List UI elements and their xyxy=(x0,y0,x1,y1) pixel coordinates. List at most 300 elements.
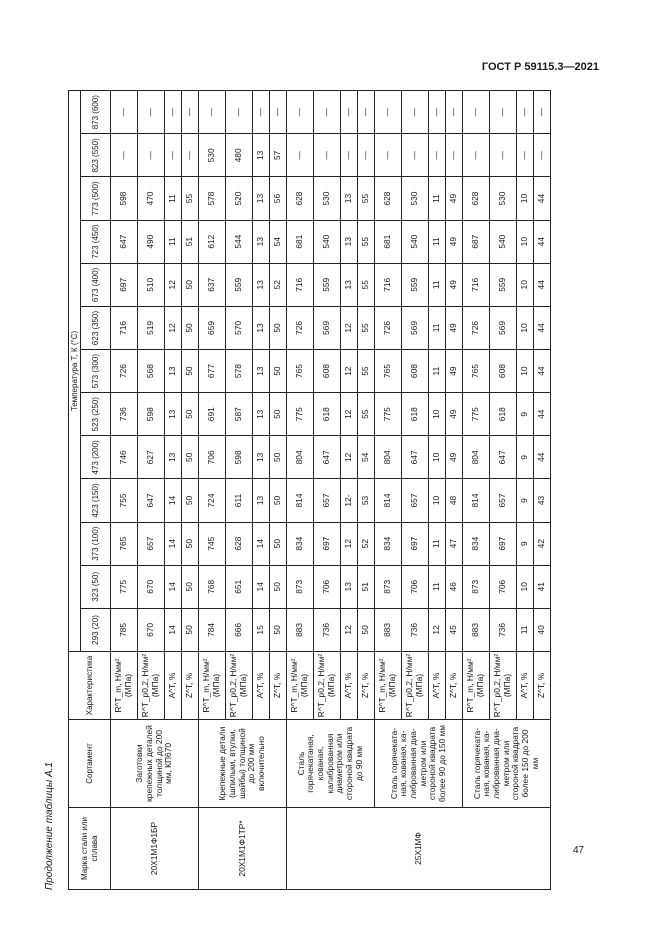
characteristic-cell: R^T_m, Н/мм² (МПа) xyxy=(287,652,314,720)
value-cell: — xyxy=(402,91,429,134)
value-cell: 706 xyxy=(199,436,226,479)
value-cell: 49 xyxy=(446,220,463,263)
value-cell: 559 xyxy=(490,263,517,306)
value-cell: 677 xyxy=(199,350,226,393)
characteristic-cell: Z^T, % xyxy=(270,652,287,720)
temp-col: 373 (100) xyxy=(81,522,111,565)
value-cell: 11 xyxy=(429,177,446,220)
characteristic-cell: A^T, % xyxy=(517,652,534,720)
value-cell: 10 xyxy=(517,350,534,393)
value-cell: 657 xyxy=(138,522,165,565)
value-cell: 9 xyxy=(517,436,534,479)
table-row xyxy=(111,91,138,890)
value-cell: 804 xyxy=(463,436,490,479)
value-cell: — xyxy=(182,91,199,134)
value-cell: 50 xyxy=(182,479,199,522)
value-cell: 57 xyxy=(270,134,287,177)
value-cell: 569 xyxy=(490,306,517,349)
assortment-cell: Заготовки крепежных деталей толщиной до 200 мм, КП670 xyxy=(111,720,199,808)
value-cell: 568 xyxy=(138,350,165,393)
value-cell: 49 xyxy=(446,393,463,436)
value-cell: 814 xyxy=(375,479,402,522)
value-cell: 883 xyxy=(463,608,490,651)
value-cell: 50 xyxy=(270,565,287,608)
value-cell: — xyxy=(111,91,138,134)
value-cell: 726 xyxy=(375,306,402,349)
value-cell: 12 xyxy=(341,350,358,393)
steel-grade-cell: 20Х1М1Ф1ТР* xyxy=(199,808,287,890)
value-cell: 814 xyxy=(463,479,490,522)
col-grade-header: Марка стали или сплава xyxy=(69,808,111,890)
value-cell: 55 xyxy=(358,393,375,436)
value-cell: 540 xyxy=(314,220,341,263)
value-cell: 608 xyxy=(314,350,341,393)
value-cell: — xyxy=(165,134,182,177)
value-cell: 697 xyxy=(111,263,138,306)
value-cell: 804 xyxy=(287,436,314,479)
value-cell: 13 xyxy=(341,220,358,263)
value-cell: 612 xyxy=(199,220,226,263)
value-cell: 45 xyxy=(446,608,463,651)
value-cell: 12 xyxy=(165,263,182,306)
value-cell: 11 xyxy=(429,350,446,393)
characteristic-cell: R^T_p0,2, Н/мм² (МПа) xyxy=(490,652,517,720)
value-cell: 647 xyxy=(314,436,341,479)
value-cell: 51 xyxy=(358,565,375,608)
value-cell: 618 xyxy=(490,393,517,436)
value-cell: 55 xyxy=(358,263,375,306)
value-cell: 44 xyxy=(534,393,551,436)
value-cell: 755 xyxy=(111,479,138,522)
value-cell: 49 xyxy=(446,436,463,479)
value-cell: 657 xyxy=(490,479,517,522)
value-cell: 628 xyxy=(226,522,253,565)
temp-col: 573 (300) xyxy=(81,350,111,393)
value-cell: 490 xyxy=(138,220,165,263)
value-cell: 628 xyxy=(463,177,490,220)
page-number: 47 xyxy=(573,845,585,856)
value-cell: 13 xyxy=(253,263,270,306)
value-cell: — xyxy=(402,134,429,177)
value-cell: 681 xyxy=(287,220,314,263)
value-cell: 12 xyxy=(341,306,358,349)
document-code: ГОСТ Р 59115.3—2021 xyxy=(481,61,599,73)
value-cell: — xyxy=(111,134,138,177)
characteristic-cell: R^T_p0,2, Н/мм² (МПа) xyxy=(314,652,341,720)
rotated-table-frame xyxy=(44,90,564,890)
value-cell: 726 xyxy=(111,350,138,393)
value-cell: 12 xyxy=(341,436,358,479)
value-cell: 50 xyxy=(270,393,287,436)
value-cell: 670 xyxy=(138,565,165,608)
value-cell: 43 xyxy=(534,479,551,522)
table-row xyxy=(199,91,226,890)
value-cell: 569 xyxy=(314,306,341,349)
value-cell: 14 xyxy=(253,565,270,608)
value-cell: 637 xyxy=(199,263,226,306)
value-cell: 49 xyxy=(446,263,463,306)
value-cell: — xyxy=(490,91,517,134)
value-cell: 530 xyxy=(402,177,429,220)
value-cell: 611 xyxy=(226,479,253,522)
value-cell: 51 xyxy=(182,220,199,263)
value-cell: 883 xyxy=(375,608,402,651)
value-cell: 530 xyxy=(199,134,226,177)
value-cell: 50 xyxy=(182,350,199,393)
value-cell: 724 xyxy=(199,479,226,522)
characteristic-cell: R^T_m, Н/мм² (МПа) xyxy=(111,652,138,720)
value-cell: 46 xyxy=(446,565,463,608)
value-cell: 12- xyxy=(341,479,358,522)
value-cell: 13 xyxy=(253,177,270,220)
assortment-cell: Сталь горячеката-ная, кованая, ка-либрованная диа-метром или стороной квадрата более 90 до 150 мм xyxy=(375,720,463,808)
value-cell: 559 xyxy=(226,263,253,306)
value-cell: 48 xyxy=(446,479,463,522)
temp-col: 823 (550) xyxy=(81,134,111,177)
value-cell: 834 xyxy=(287,522,314,565)
value-cell: 50 xyxy=(270,479,287,522)
characteristic-cell: A^T, % xyxy=(253,652,270,720)
value-cell: 50 xyxy=(270,522,287,565)
temp-col: 473 (200) xyxy=(81,436,111,479)
value-cell: 530 xyxy=(314,177,341,220)
value-cell: 55 xyxy=(358,177,375,220)
value-cell: — xyxy=(358,134,375,177)
value-cell: 50 xyxy=(182,393,199,436)
value-cell: 775 xyxy=(375,393,402,436)
value-cell: — xyxy=(429,91,446,134)
table-caption: Продолжение таблицы А.1 xyxy=(44,762,55,890)
value-cell: 510 xyxy=(138,263,165,306)
value-cell: 50 xyxy=(182,608,199,651)
value-cell: 681 xyxy=(375,220,402,263)
value-cell: 559 xyxy=(314,263,341,306)
value-cell: 768 xyxy=(199,565,226,608)
value-cell: 11 xyxy=(429,220,446,263)
value-cell: — xyxy=(253,91,270,134)
characteristic-cell: A^T, % xyxy=(165,652,182,720)
value-cell: 14 xyxy=(165,479,182,522)
value-cell: — xyxy=(517,91,534,134)
value-cell: 618 xyxy=(402,393,429,436)
value-cell: — xyxy=(534,91,551,134)
temp-col: 293 (20) xyxy=(81,608,111,651)
value-cell: 49 xyxy=(446,306,463,349)
value-cell: 10 xyxy=(429,393,446,436)
value-cell: 50 xyxy=(270,436,287,479)
value-cell: — xyxy=(358,91,375,134)
value-cell: 736 xyxy=(314,608,341,651)
value-cell: — xyxy=(314,91,341,134)
value-cell: — xyxy=(490,134,517,177)
temp-col: 623 (350) xyxy=(81,306,111,349)
characteristic-cell: Z^T, % xyxy=(446,652,463,720)
value-cell: — xyxy=(199,91,226,134)
value-cell: 520 xyxy=(226,177,253,220)
value-cell: 775 xyxy=(287,393,314,436)
value-cell: 765 xyxy=(111,522,138,565)
value-cell: 706 xyxy=(314,565,341,608)
value-cell: 598 xyxy=(138,393,165,436)
value-cell: 40 xyxy=(534,608,551,651)
temp-col: 873 (600) xyxy=(81,91,111,134)
value-cell: 13 xyxy=(253,134,270,177)
value-cell: 11 xyxy=(165,177,182,220)
col-assortment-header: Сортамент xyxy=(69,720,111,808)
value-cell: 50 xyxy=(270,350,287,393)
value-cell: — xyxy=(463,134,490,177)
value-cell: 55 xyxy=(358,220,375,263)
assortment-cell: Сталь горячеката-ная, кованая, ка-либрованная диа-метром или стороной квадрата более 150 до 200 мм xyxy=(463,720,551,808)
value-cell: 746 xyxy=(111,436,138,479)
value-cell: 11 xyxy=(429,306,446,349)
value-cell: 647 xyxy=(138,479,165,522)
temp-col: 523 (250) xyxy=(81,393,111,436)
value-cell: 775 xyxy=(111,565,138,608)
value-cell: 50 xyxy=(182,306,199,349)
characteristic-cell: R^T_p0,2, Н/мм² (МПа) xyxy=(226,652,253,720)
table-body xyxy=(111,91,551,890)
value-cell: 544 xyxy=(226,220,253,263)
value-cell: 55 xyxy=(358,350,375,393)
value-cell: — xyxy=(341,91,358,134)
value-cell: — xyxy=(165,91,182,134)
value-cell: 41 xyxy=(534,565,551,608)
value-cell: 50 xyxy=(182,263,199,306)
steel-grade-cell: 25Х1МФ xyxy=(287,808,551,890)
value-cell: 54 xyxy=(270,220,287,263)
value-cell: 814 xyxy=(287,479,314,522)
value-cell: 49 xyxy=(446,350,463,393)
value-cell: 657 xyxy=(402,479,429,522)
value-cell: 13 xyxy=(165,393,182,436)
temp-col: 773 (500) xyxy=(81,177,111,220)
value-cell: 13 xyxy=(253,306,270,349)
value-cell: 9 xyxy=(517,479,534,522)
value-cell: 587 xyxy=(226,393,253,436)
value-cell: 11 xyxy=(429,522,446,565)
value-cell: 10 xyxy=(429,436,446,479)
value-cell: 44 xyxy=(534,306,551,349)
temp-col: 323 (50) xyxy=(81,565,111,608)
value-cell: 55 xyxy=(182,177,199,220)
temperature-header: Температура T, К (°С) xyxy=(69,91,81,652)
value-cell: 52 xyxy=(358,522,375,565)
value-cell: 13 xyxy=(253,220,270,263)
value-cell: 480 xyxy=(226,134,253,177)
value-cell: 618 xyxy=(314,393,341,436)
value-cell: 10 xyxy=(517,263,534,306)
value-cell: 519 xyxy=(138,306,165,349)
assortment-cell: Сталь горячекатаная, кованая, калиброванная диаметром или стороной квадрата до 90 мм xyxy=(287,720,375,808)
value-cell: 44 xyxy=(534,436,551,479)
value-cell: — xyxy=(534,134,551,177)
table-row xyxy=(463,91,490,890)
value-cell: 10 xyxy=(517,565,534,608)
value-cell: 14 xyxy=(165,565,182,608)
value-cell: — xyxy=(314,134,341,177)
value-cell: 598 xyxy=(226,436,253,479)
characteristic-cell: R^T_p0,2, Н/мм² (МПа) xyxy=(402,652,429,720)
value-cell: — xyxy=(270,91,287,134)
value-cell: 691 xyxy=(199,393,226,436)
value-cell: 14 xyxy=(253,522,270,565)
value-cell: 13 xyxy=(253,393,270,436)
value-cell: 628 xyxy=(287,177,314,220)
characteristic-cell: R^T_m, Н/мм² (МПа) xyxy=(375,652,402,720)
value-cell: 736 xyxy=(402,608,429,651)
value-cell: — xyxy=(182,134,199,177)
value-cell: 647 xyxy=(402,436,429,479)
value-cell: 12 xyxy=(341,608,358,651)
characteristic-cell: Z^T, % xyxy=(534,652,551,720)
value-cell: 873 xyxy=(375,565,402,608)
value-cell: 13 xyxy=(341,263,358,306)
value-cell: 15 xyxy=(253,608,270,651)
value-cell: — xyxy=(287,134,314,177)
characteristic-cell: Z^T, % xyxy=(358,652,375,720)
value-cell: 647 xyxy=(490,436,517,479)
value-cell: 50 xyxy=(182,565,199,608)
value-cell: 765 xyxy=(287,350,314,393)
value-cell: 9 xyxy=(517,393,534,436)
value-cell: 55 xyxy=(358,306,375,349)
value-cell: 697 xyxy=(402,522,429,565)
value-cell: 726 xyxy=(287,306,314,349)
value-cell: — xyxy=(138,134,165,177)
value-cell: 9 xyxy=(517,522,534,565)
value-cell: 50 xyxy=(270,306,287,349)
value-cell: 13 xyxy=(253,436,270,479)
value-cell: 44 xyxy=(534,177,551,220)
value-cell: — xyxy=(226,91,253,134)
value-cell: 530 xyxy=(490,177,517,220)
characteristic-cell: R^T_p0,2, Н/мм² (МПа) xyxy=(138,652,165,720)
value-cell: 697 xyxy=(314,522,341,565)
value-cell: 540 xyxy=(402,220,429,263)
value-cell: 706 xyxy=(402,565,429,608)
value-cell: — xyxy=(517,134,534,177)
value-cell: — xyxy=(375,134,402,177)
value-cell: 50 xyxy=(182,522,199,565)
value-cell: 834 xyxy=(375,522,402,565)
characteristic-cell: A^T, % xyxy=(341,652,358,720)
value-cell: 726 xyxy=(463,306,490,349)
value-cell: 12 xyxy=(341,522,358,565)
value-cell: 784 xyxy=(199,608,226,651)
value-cell: 716 xyxy=(375,263,402,306)
value-cell: 873 xyxy=(287,565,314,608)
value-cell: 13 xyxy=(165,350,182,393)
col-characteristic-header: Характеристика xyxy=(69,652,111,720)
value-cell: 50 xyxy=(270,608,287,651)
value-cell: 670 xyxy=(138,608,165,651)
value-cell: 53 xyxy=(358,479,375,522)
value-cell: 598 xyxy=(111,177,138,220)
value-cell: 647 xyxy=(111,220,138,263)
value-cell: 765 xyxy=(463,350,490,393)
value-cell: — xyxy=(446,91,463,134)
value-cell: 706 xyxy=(490,565,517,608)
value-cell: 745 xyxy=(199,522,226,565)
properties-table xyxy=(68,90,551,890)
value-cell: 11 xyxy=(429,565,446,608)
value-cell: 54 xyxy=(358,436,375,479)
value-cell: 608 xyxy=(490,350,517,393)
value-cell: 13 xyxy=(165,436,182,479)
value-cell: 559 xyxy=(402,263,429,306)
value-cell: 687 xyxy=(463,220,490,263)
value-cell: 11 xyxy=(517,608,534,651)
value-cell: 736 xyxy=(111,393,138,436)
value-cell: 12 xyxy=(429,608,446,651)
value-cell: 52 xyxy=(270,263,287,306)
value-cell: 10 xyxy=(517,306,534,349)
value-cell: — xyxy=(138,91,165,134)
temp-col: 723 (450) xyxy=(81,220,111,263)
value-cell: 765 xyxy=(375,350,402,393)
value-cell: — xyxy=(446,134,463,177)
value-cell: 13 xyxy=(341,565,358,608)
value-cell: 716 xyxy=(111,306,138,349)
value-cell: 569 xyxy=(402,306,429,349)
temp-col: 423 (150) xyxy=(81,479,111,522)
value-cell: 628 xyxy=(375,177,402,220)
value-cell: 10 xyxy=(429,479,446,522)
value-cell: 49 xyxy=(446,177,463,220)
temp-col: 673 (400) xyxy=(81,263,111,306)
value-cell: 14 xyxy=(165,522,182,565)
value-cell: 12 xyxy=(165,306,182,349)
value-cell: 50 xyxy=(182,436,199,479)
value-cell: 834 xyxy=(463,522,490,565)
value-cell: 13 xyxy=(253,479,270,522)
value-cell: 13 xyxy=(341,177,358,220)
value-cell: 10 xyxy=(517,177,534,220)
value-cell: 47 xyxy=(446,522,463,565)
value-cell: 627 xyxy=(138,436,165,479)
value-cell: 578 xyxy=(199,177,226,220)
value-cell: 736 xyxy=(490,608,517,651)
value-cell: 697 xyxy=(490,522,517,565)
characteristic-cell: Z^T, % xyxy=(182,652,199,720)
value-cell: 657 xyxy=(314,479,341,522)
value-cell: — xyxy=(375,91,402,134)
value-cell: 651 xyxy=(226,565,253,608)
value-cell: 775 xyxy=(463,393,490,436)
value-cell: 11 xyxy=(165,220,182,263)
value-cell: 50 xyxy=(358,608,375,651)
value-cell: 716 xyxy=(463,263,490,306)
value-cell: 570 xyxy=(226,306,253,349)
assortment-cell: Крепежные детали (шпильки, втулки, шайбы) толщиной до 200 мм включительно xyxy=(199,720,287,808)
value-cell: 785 xyxy=(111,608,138,651)
value-cell: 659 xyxy=(199,306,226,349)
value-cell: — xyxy=(463,91,490,134)
value-cell: 883 xyxy=(287,608,314,651)
characteristic-cell: R^T_m, Н/мм² (МПа) xyxy=(463,652,490,720)
value-cell: 12 xyxy=(341,393,358,436)
characteristic-cell: A^T, % xyxy=(429,652,446,720)
value-cell: — xyxy=(429,134,446,177)
value-cell: 11 xyxy=(429,263,446,306)
value-cell: 56 xyxy=(270,177,287,220)
value-cell: 666 xyxy=(226,608,253,651)
value-cell: 44 xyxy=(534,220,551,263)
value-cell: 44 xyxy=(534,350,551,393)
value-cell: 44 xyxy=(534,263,551,306)
table-row xyxy=(375,91,402,890)
